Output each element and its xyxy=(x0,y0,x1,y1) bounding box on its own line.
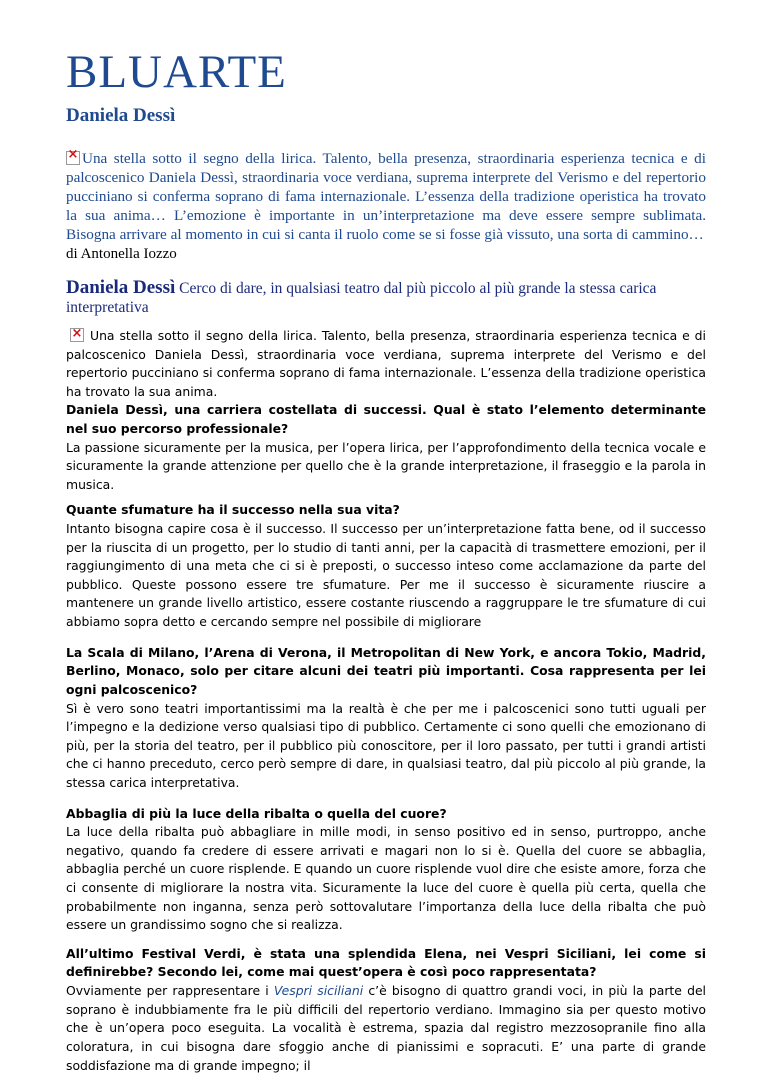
answer-4: La luce della ribalta può abbagliare in mille modi, in senso positivo ed in senso, purtroppo, anche negativo, quando fa credere di essere arrivati e magari non lo si è. Quella del cuore se abbaglia, abbaglia perché un cuore risplende. E quando un cuore risplende vuol dire che esiste amore, forza che ci consente di migliorare la nostra vita. Sicuramente la luce del cuore è quella più certa, quella che probabilmente non inganna, senza però sottovalutare l’importanza della luce della ribalta che può essere un grandissimo sogno che si realizza. xyxy=(66,824,706,933)
question-4: Abbaglia di più la luce della ribalta o quella del cuore? xyxy=(66,805,447,821)
broken-image-icon xyxy=(66,151,80,165)
question-5: All’ultimo Festival Verdi, è stata una splendida Elena, nei Vespri Siciliani, lei come si definirebbe? Secondo lei, come mai quest’opera è così poco rappresentata? xyxy=(66,945,706,980)
answer-2: Intanto bisogna capire cosa è il successo. Il successo per un’interpretazione fatta bene, od il successo per la riuscita di un progetto, per lo studio di tanti anni, per la capacità di trasmettere emozioni, per il raggiungimento di una meta che ci si è preposti, o successo inteso come acclamazione da parte del pubblico. Queste possono essere tre sfumature. Per me il successo è sicuramente riuscire a mantenere un grande livello artistico, essere costante riuscendo a raggruppare le tre sfumature di cui abbiamo sopra detto e cercando sempre nel possibile di migliorare xyxy=(66,521,706,630)
answer-5-post: c’è bisogno di quattro grandi voci, in più la parte del soprano è indubbiamente fra le più difficili del repertorio verdiano. Immagino sia per questo motivo che è un’opera poco eseguita. La vocalità è estrema, spazia dal registro mezzosopranile fino alla coloratura, in cui bisogna dare sfoggio anche di pianissimi e sopracuti. E’ una parte di grande soddisfazione ma di grande impegno; il xyxy=(66,983,707,1073)
intro-text: Una stella sotto il segno della lirica. Talento, bella presenza, straordinaria esperienza tecnica e di palcoscenico Daniela Dessì, straordinaria voce verdiana, suprema interprete del Verismo e del repertorio pucciniano si conferma soprano di fama internazionale. L’essenza della tradizione operistica ha trovato la sua anima. xyxy=(66,327,706,399)
question-1: Daniela Dessì, una carriera costellata di successi. Qual è stato l’elemento determinante nel suo percorso professionale? xyxy=(66,402,706,436)
subheading-name: Daniela Dessì xyxy=(66,276,176,298)
article xyxy=(66,40,706,1075)
article-subheading xyxy=(66,277,706,318)
answer-1: La passione sicuramente per la musica, per l’opera lirica, per l’approfondimento della tecnica vocale e sicuramente la grande attenzione per quello che è la grande interpretazione, il fraseggio e la parola in musica. xyxy=(66,439,706,492)
interview-body xyxy=(66,326,706,1075)
page-title: Daniela Dessì xyxy=(66,105,176,127)
intro-paragraph xyxy=(66,326,706,401)
site-brand[interactable]: BLUARTE xyxy=(66,46,287,98)
question-3: La Scala di Milano, l’Arena di Verona, il Metropolitan di New York, e ancora Tokio, Madrid, Berlino, Monaco, solo per citare alcuni dei teatri più importanti. Cosa rappresenta per lei ogni palcoscenico? xyxy=(66,644,706,697)
broken-image-icon xyxy=(70,328,84,342)
lead-text: Una stella sotto il segno della lirica. Talento, bella presenza, straordinaria esperienza tecnica e di palcoscenico Daniela Dessì, straordinaria voce verdiana, suprema interprete del Verismo e del repertorio pucciniano si conferma soprano di fama internazionale. L’essenza della tradizione operistica ha trovato la sua anima… L’emozione è importante in un’interpretazione ma deve essere sempre sublimata. Bisogna arrivare al momento in cui si canta il ruolo come se si fosse già vissuto, una sorta di cammino… xyxy=(66,150,706,243)
answer-5 xyxy=(66,982,706,1075)
subheading-text: Cerco di dare, in qualsiasi teatro dal più piccolo al più grande la stessa carica interpretativa xyxy=(66,279,657,317)
opera-link[interactable]: Vespri siciliani xyxy=(273,983,364,999)
answer-3: Sì è vero sono teatri importantissimi ma la realtà è che per me i palcoscenici sono tutti uguali per l’impegno e la dedizione verso qualsiasi tipo di pubblico. Certamente ci sono quelli che emozionano di più, per la storia del teatro, per il pubblico più conoscitore, per il loro passato, per tutti i grandi artisti che ci hanno preceduto, cerco però sempre di dare, in qualsiasi teatro, dal più piccolo al più grande, la stessa carica interpretativa. xyxy=(66,700,706,790)
byline: di Antonella Iozzo xyxy=(66,245,177,262)
answer-5-pre: Ovviamente per rappresentare i xyxy=(66,983,274,999)
question-2: Quante sfumature ha il successo nella sua vita? xyxy=(66,502,400,518)
lead-paragraph xyxy=(66,149,706,244)
